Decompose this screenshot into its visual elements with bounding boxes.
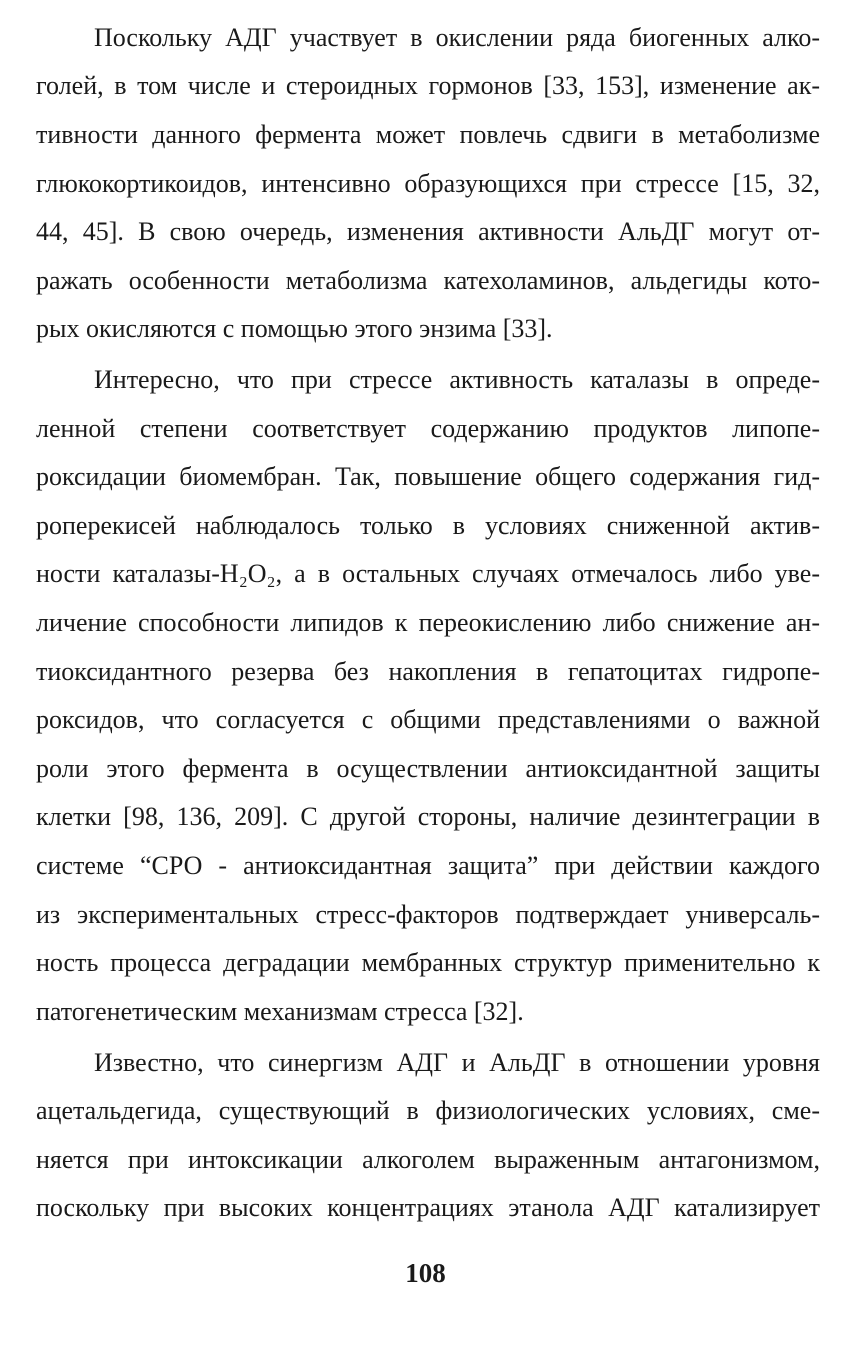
text-line: клетки [98, 136, 209]. С другой стороны, наличие дезинтеграции в: [36, 802, 820, 831]
text-line: Известно, что синергизм АДГ и АльДГ в отношении уровня: [94, 1048, 820, 1077]
text-line: няется при интоксикации алкоголем выраженным антагонизмом,: [36, 1145, 820, 1174]
text-line: Интересно, что при стрессе активность каталазы в опреде-: [94, 365, 820, 394]
text-line: 44, 45]. В свою очередь, изменения активности АльДГ могут от-: [36, 217, 820, 246]
text-line: голей, в том числе и стероидных гормонов [33, 153], изменение ак-: [36, 71, 820, 100]
text-line: личение способности липидов к переокислению либо снижение ан-: [36, 608, 820, 637]
text-line: Поскольку АДГ участвует в окислении ряда биогенных алко-: [94, 23, 820, 52]
text-line: тивности данного фермента может повлечь сдвиги в метаболизме: [36, 120, 820, 149]
text-line: патогенетическим механизмам стресса [32].: [36, 997, 524, 1026]
text-line: системе “СРО - антиоксидантная защита” при действии каждого: [36, 851, 820, 880]
text-line: ность процесса деградации мембранных структур применительно к: [36, 948, 820, 977]
text-line: ацетальдегида, существующий в физиологических условиях, сме-: [36, 1096, 820, 1125]
text-line: ленной степени соответствует содержанию продуктов липопе-: [36, 414, 820, 443]
text-line: роперекисей наблюдалось только в условиях сниженной актив-: [36, 511, 820, 540]
text-line: из экспериментальных стресс-факторов подтверждает универсаль-: [36, 900, 820, 929]
text-line: роли этого фермента в осуществлении антиоксидантной защиты: [36, 754, 820, 783]
text-line: роксидации биомембран. Так, повышение общего содержания гид-: [36, 462, 820, 491]
text-line: тиоксидантного резерва без накопления в гепатоцитах гидропе-: [36, 657, 820, 686]
text-line: роксидов, что согласуется с общими представлениями о важной: [36, 705, 820, 734]
page-number: 108: [405, 1258, 446, 1288]
text-line: ности каталазы-H₂O₂, а в остальных случаях отмечалось либо уве-: [36, 559, 820, 588]
text-line: поскольку при высоких концентрациях этанола АДГ катализирует: [36, 1193, 820, 1222]
text-line: глюкокортикоидов, интенсивно образующихся при стрессе [15, 32,: [36, 169, 820, 198]
text-line: рых окисляются с помощью этого энзима [33].: [36, 314, 553, 343]
text-line: ражать особенности метаболизма катехоламинов, альдегиды кото-: [36, 266, 820, 295]
